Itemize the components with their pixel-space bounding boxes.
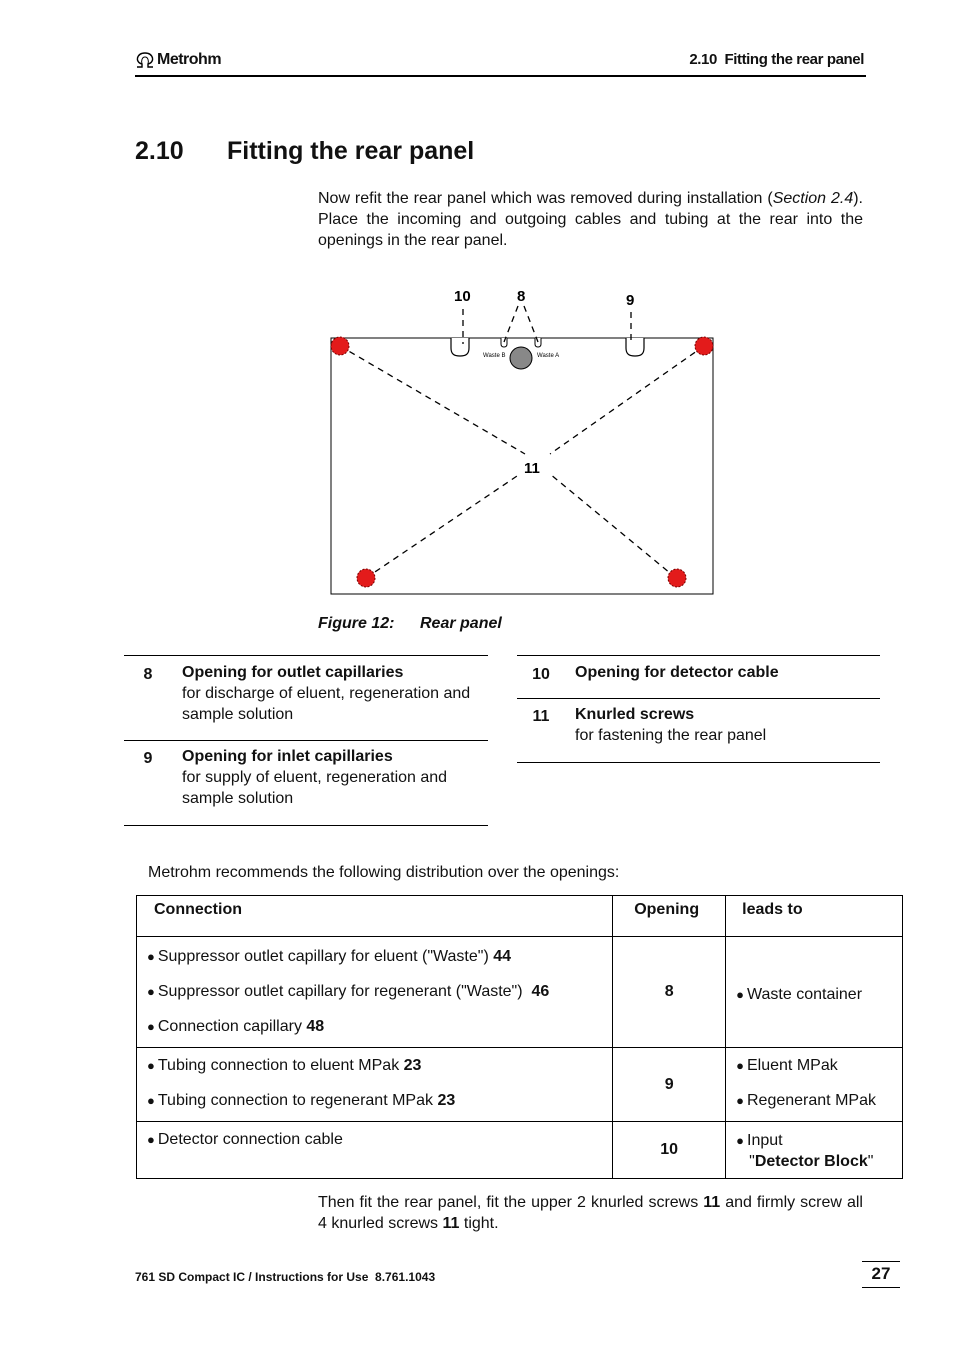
waste-a-label: Waste A: [537, 353, 560, 359]
table-header: Connection: [137, 896, 613, 937]
header-section-ref: 2.10 Fitting the rear panel: [689, 51, 864, 68]
leads-to-cell: [726, 1048, 903, 1122]
legend-desc: for discharge of eluent, regeneration and sample solution: [182, 685, 471, 723]
table-row: [137, 937, 903, 1048]
list-item: ● Waste container: [736, 986, 863, 1003]
legend-rule: [124, 655, 488, 656]
figure-caption-text: Rear panel: [420, 615, 502, 632]
legend-title: Opening for detector cable: [575, 664, 779, 681]
legend-number: 8: [143, 666, 153, 683]
rear-panel-diagram: [320, 282, 730, 602]
connection-cell: [137, 937, 613, 1048]
callout-9: 9: [626, 292, 635, 309]
legend-desc: for supply of eluent, regeneration and sample solution: [182, 769, 448, 807]
table-header-row: [137, 896, 903, 937]
callout-8: 8: [517, 288, 526, 305]
legend-number: 11: [532, 708, 550, 725]
footer-doc-title: 761 SD Compact IC / Instructions for Use 8.761.1043: [135, 1270, 436, 1284]
opening-cell: 10: [613, 1122, 726, 1179]
metrohm-logo: [135, 51, 221, 69]
section-number: 2.10: [135, 137, 184, 165]
legend-rule: [124, 740, 488, 741]
legend-rule: [517, 698, 880, 699]
connection-cell: [137, 1122, 613, 1179]
legend-desc: for fastening the rear panel: [575, 727, 767, 744]
page-title: [135, 137, 474, 166]
leader-8a: [504, 306, 518, 342]
list-item: ● Suppressor outlet capillary for eluent ("Waste") 44: [147, 948, 512, 965]
leads-to-cell: [726, 937, 903, 1048]
legend-number: 10: [532, 666, 550, 683]
connection-cell: [137, 1048, 613, 1122]
callout-10: 10: [454, 288, 471, 305]
screw-line-br: [550, 474, 676, 578]
page-number: 27: [862, 1261, 900, 1288]
knurled-screw-tl: [331, 337, 349, 355]
center-hole: [510, 347, 532, 369]
legend-title: Opening for inlet capillaries: [182, 748, 393, 765]
omega-logo-icon: [135, 52, 155, 68]
screw-line-bl: [366, 474, 520, 578]
legend-right: [517, 655, 880, 765]
intro-paragraph: [318, 188, 863, 251]
list-item: ● Eluent MPak: [736, 1057, 838, 1074]
opening-waste-a: [535, 338, 541, 347]
list-item: ● Detector connection cable: [147, 1131, 343, 1148]
panel-outline: [331, 338, 713, 594]
closing-paragraph: Then fit the rear panel, fit the upper 2 knurled screws 11 and firmly screw all 4 knurled screws 11 tight.: [318, 1194, 863, 1232]
screw-line-tr: [550, 346, 704, 454]
leads-to-cell: [726, 1122, 903, 1179]
section-heading: Fitting the rear panel: [227, 137, 475, 165]
list-item: ● Suppressor outlet capillary for regenerant ("Waste") 46: [147, 983, 550, 1000]
leader-8b: [524, 306, 538, 342]
figure-caption-label: Figure 12:: [318, 615, 395, 632]
legend-title: Opening for outlet capillaries: [182, 664, 404, 681]
screw-line-tl: [340, 346, 525, 454]
logo-text: Metrohm: [157, 51, 222, 68]
list-item: ● Tubing connection to eluent MPak 23: [147, 1057, 422, 1074]
table-row: [137, 1122, 903, 1179]
table-row: [137, 1048, 903, 1122]
table-header: Opening: [613, 896, 726, 937]
distribution-table: [136, 895, 903, 1179]
legend-rule: [517, 655, 880, 656]
waste-b-label: Waste B: [483, 353, 506, 359]
figure-caption: [318, 615, 502, 633]
intro-text-2: ). Place the incoming and outgoing cables and tubing at the rear into the openings in the rear panel.: [318, 190, 863, 249]
legend-title: Knurled screws: [575, 706, 695, 723]
knurled-screw-tr: [695, 337, 713, 355]
table-header: leads to: [726, 896, 903, 937]
legend-left: [124, 655, 488, 827]
opening-cell: 9: [613, 1048, 726, 1122]
knurled-screw-bl: [357, 569, 375, 587]
list-item: ● Regenerant MPak: [736, 1092, 876, 1109]
knurled-screw-br: [668, 569, 686, 587]
opening-cell: 8: [613, 937, 726, 1048]
legend-rule: [517, 762, 880, 763]
list-item: ● Connection capillary 48: [147, 1018, 325, 1035]
opening-9: [626, 338, 644, 356]
callout-11: 11: [524, 460, 540, 477]
section-link: Section 2.4: [772, 190, 854, 207]
legend-number: 9: [143, 750, 153, 767]
opening-10: [451, 338, 469, 356]
distribution-intro: Metrohm recommends the following distribution over the openings:: [148, 864, 620, 881]
rear-panel-figure: [320, 282, 730, 602]
list-item: ● Input "Detector Block": [736, 1132, 874, 1170]
header-rule: [135, 75, 866, 77]
legend-rule: [124, 825, 488, 826]
intro-text-1: Now refit the rear panel which was removed during installation (: [318, 190, 773, 207]
opening-waste-b: [501, 338, 507, 347]
list-item: ● Tubing connection to regenerant MPak 23: [147, 1092, 456, 1109]
